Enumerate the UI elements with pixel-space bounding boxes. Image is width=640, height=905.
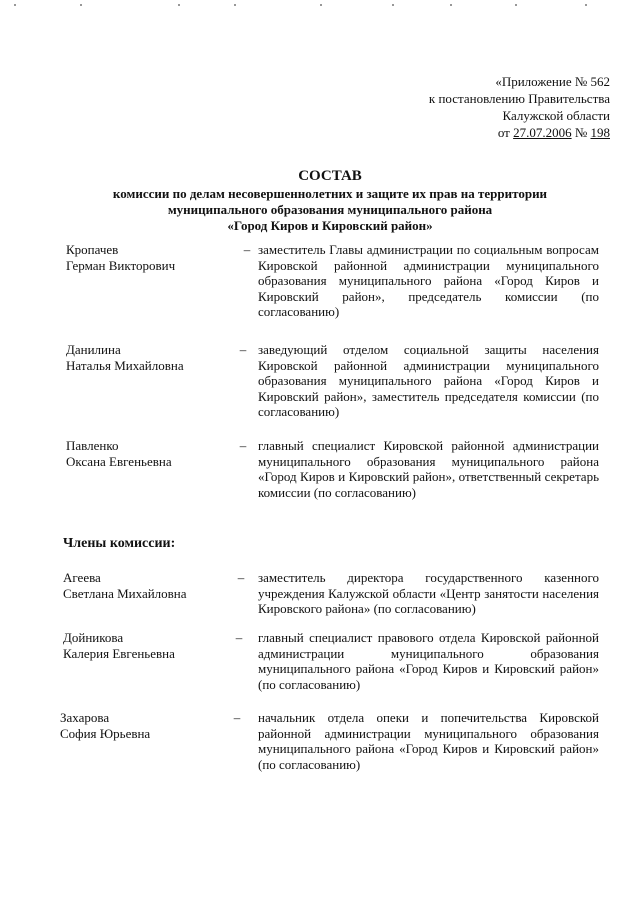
- surname: Павленко: [66, 438, 119, 453]
- scan-artifacts: [0, 0, 640, 12]
- role-description: начальник отдела опеки и попечительства Кировской районной администрации муниципального образования муниципального района «Город Киров и Кировский район» (по согласованию): [258, 710, 599, 772]
- given-name: Герман Викторович: [66, 257, 176, 273]
- person-name: [63, 630, 233, 661]
- role-description: главный специалист правового отдела Кировской районной администрации муниципального образования муниципального района «Город Киров и Кировский район» (по согласованию): [258, 630, 599, 692]
- given-name: София Юрьевна: [60, 725, 151, 741]
- appendix-line-3: Калужской области: [502, 108, 610, 123]
- appendix-header: [350, 73, 610, 141]
- person-name: [63, 570, 233, 601]
- title-line-3: «Город Киров и Кировский район»: [227, 218, 433, 233]
- person-name: [66, 242, 236, 273]
- dash: –: [237, 570, 245, 585]
- appendix-line-1: «Приложение № 562: [495, 74, 610, 89]
- role-description: заместитель директора государственного казенного учреждения Калужской области «Центр занятости населения Кировского района» (по согласованию): [258, 570, 599, 617]
- surname: Захарова: [60, 710, 110, 725]
- title-main: СОСТАВ: [298, 168, 362, 184]
- dash: –: [239, 438, 247, 453]
- surname: Дойникова: [63, 630, 124, 645]
- role-description: главный специалист Кировской районной администрации муниципального образования муниципального района «Город Киров и Кировский район», ответственный секретарь комиссии (по согласованию): [258, 438, 599, 500]
- surname: Агеева: [63, 570, 101, 585]
- date-prefix: от: [497, 125, 514, 140]
- title-line-1: комиссии по делам несовершеннолетних и защите их прав на территории: [112, 186, 548, 201]
- appendix-date: 27.07.2006: [513, 125, 572, 140]
- dash: –: [233, 710, 241, 725]
- number-sign: №: [571, 125, 591, 140]
- person-name: [66, 438, 236, 469]
- given-name: Оксана Евгеньевна: [66, 453, 172, 469]
- surname: Кропачев: [66, 242, 119, 257]
- person-name: [66, 342, 236, 373]
- given-name: Калерия Евгеньевна: [63, 645, 175, 661]
- given-name: Наталья Михайловна: [66, 357, 184, 373]
- members-heading: Члены комиссии:: [63, 536, 176, 551]
- dash: –: [235, 630, 243, 645]
- surname: Данилина: [66, 342, 121, 357]
- dash: –: [239, 342, 247, 357]
- appendix-date-line: [350, 124, 610, 141]
- person-name: [60, 710, 230, 741]
- appendix-number: 198: [590, 125, 610, 140]
- role-description: заведующий отделом социальной защиты населения Кировской районной администрации муниципального образования муниципального района «Город Киров и Кировский район», заместитель председателя комиссии (по согласованию): [258, 342, 599, 420]
- role-description: заместитель Главы администрации по социальным вопросам Кировской районной администрации муниципального образования муниципального района «Город Киров и Кировский район», председатель комиссии (по согласованию): [258, 242, 599, 320]
- document-title: [60, 167, 600, 234]
- appendix-line-2: к постановлению Правительства: [428, 91, 610, 106]
- title-line-2: муниципального образования муниципального района: [167, 202, 493, 217]
- given-name: Светлана Михайловна: [63, 585, 187, 601]
- dash: –: [243, 242, 251, 257]
